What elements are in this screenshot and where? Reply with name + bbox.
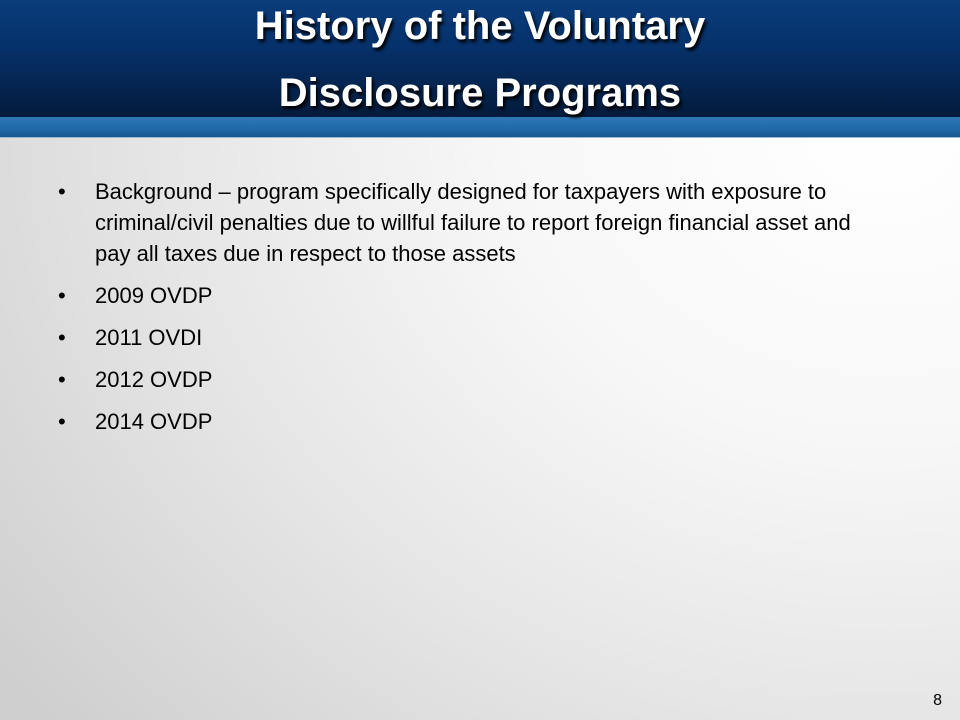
bullet-text: 2014 OVDP bbox=[95, 409, 213, 434]
bullet-text: 2009 OVDP bbox=[95, 283, 213, 308]
bullet-item-background bbox=[58, 176, 858, 269]
bullet-text: 2011 OVDI bbox=[95, 325, 203, 350]
bullet-list bbox=[58, 176, 858, 448]
bullet-item-2009-ovdp bbox=[58, 280, 858, 311]
page-number: 8 bbox=[933, 692, 942, 709]
bullet-dot-icon: • bbox=[58, 325, 66, 350]
bullet-item-2014-ovdp bbox=[58, 406, 858, 437]
bullet-dot-icon: • bbox=[58, 367, 66, 392]
bullet-item-2012-ovdp bbox=[58, 364, 858, 395]
bullet-text: 2012 OVDP bbox=[95, 367, 213, 392]
bullet-text: Background – program specifically designed for taxpayers with exposure to criminal/civil penalties due to willful failure to report foreign financial asset and pay all taxes due in respect to those assets bbox=[95, 179, 851, 266]
bullet-dot-icon: • bbox=[58, 283, 66, 308]
bullet-dot-icon: • bbox=[58, 409, 66, 434]
slide-title-line-1: History of the Voluntary bbox=[254, 4, 706, 48]
bullet-item-2011-ovdi bbox=[58, 322, 858, 353]
bullet-dot-icon: • bbox=[58, 179, 66, 204]
title-accent-strip bbox=[0, 117, 960, 138]
slide-title-line-2: Disclosure Programs bbox=[278, 71, 682, 115]
